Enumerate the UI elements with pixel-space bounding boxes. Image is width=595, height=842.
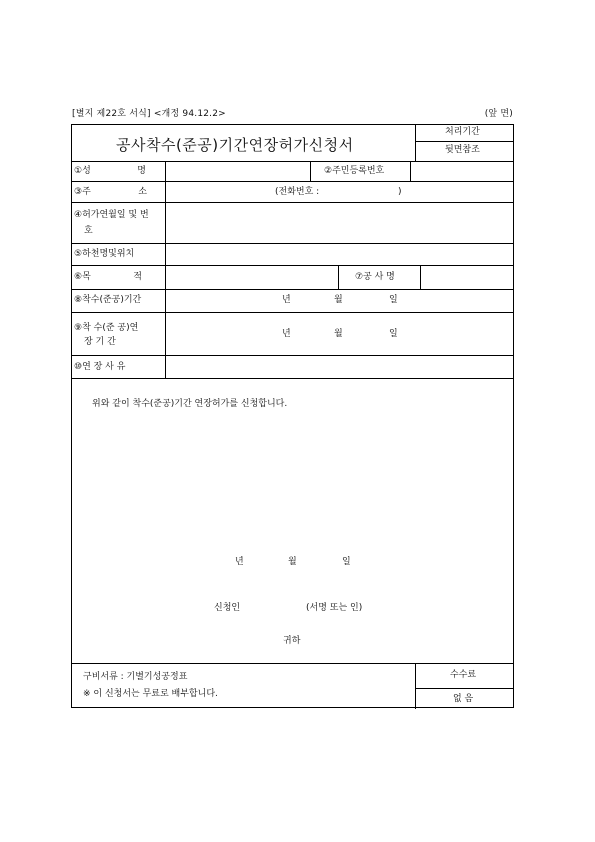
phone-close: ): [398, 187, 402, 197]
address-label: ③주 소: [74, 187, 147, 197]
extension-reason-label: ⑩연 장 사 유: [74, 362, 126, 372]
start-year-label: 년: [282, 295, 291, 305]
row-divider: [72, 243, 513, 244]
signature-label: (서명 또는 인): [306, 603, 363, 613]
apply-month-label: 월: [288, 557, 297, 567]
form-title: 공사착수(준공)기간연장허가신청서: [116, 136, 354, 154]
fee-value: 없 음: [453, 694, 474, 704]
processing-period-label: 처리기간: [445, 127, 480, 137]
label-column-divider: [165, 161, 166, 378]
row-divider: [72, 289, 513, 290]
applicant-label: 신청인: [214, 603, 241, 613]
apply-year-label: 년: [235, 557, 244, 567]
fee-column-divider: [415, 663, 416, 709]
cell-divider: [338, 265, 339, 289]
page-side-label: (앞 면): [484, 109, 513, 119]
row-divider: [72, 312, 513, 313]
row-divider: [72, 265, 513, 266]
row-divider: [72, 663, 513, 664]
ext-day-label: 일: [389, 329, 398, 339]
cell-divider: [420, 265, 421, 289]
ext-year-label: 년: [282, 329, 291, 339]
row-divider: [72, 355, 513, 356]
work-name-label: ⑦공 사 명: [355, 272, 395, 282]
cell-divider: [310, 161, 311, 181]
phone-label: (전화번호 :: [275, 187, 320, 197]
fee-divider: [415, 688, 513, 689]
resident-number-label: ②주민등록번호: [324, 166, 385, 176]
row-divider: [72, 202, 513, 203]
processing-period-value: 뒷면참조: [445, 145, 480, 155]
start-period-label: ⑧착수(준공)기간: [74, 295, 142, 305]
form-number: [별지 제22호 서식] <개정 94.12.2>: [72, 109, 226, 119]
permit-date-label-cont: 호: [84, 226, 93, 236]
extension-period-label: ⑨착 수(준 공)연: [74, 323, 139, 333]
application-statement: 위와 같이 착수(준공)기간 연장허가를 신청합니다.: [92, 399, 288, 409]
name-label: ①성 명: [74, 166, 146, 176]
row-divider: [72, 181, 513, 182]
row-divider: [72, 378, 513, 379]
title-divider: [415, 125, 416, 161]
apply-day-label: 일: [342, 557, 351, 567]
fee-label: 수수료: [450, 670, 477, 680]
processing-divider: [415, 141, 513, 142]
cell-divider: [410, 161, 411, 181]
permit-date-label: ④허가연월일 및 번: [74, 210, 149, 220]
river-location-label: ⑤하천명및위치: [74, 249, 135, 259]
row-divider: [72, 161, 513, 162]
extension-period-label-cont: 장 기 간: [84, 337, 116, 347]
purpose-label: ⑥목 적: [74, 272, 142, 282]
free-distribution-notice: ※ 이 신청서는 무료로 배부합니다.: [83, 689, 218, 699]
start-day-label: 일: [389, 295, 398, 305]
start-month-label: 월: [334, 295, 343, 305]
required-documents: 구비서류 : 기별기성공정표: [83, 672, 188, 682]
recipient-label: 귀하: [283, 636, 301, 646]
application-form: [71, 124, 514, 708]
ext-month-label: 월: [334, 329, 343, 339]
